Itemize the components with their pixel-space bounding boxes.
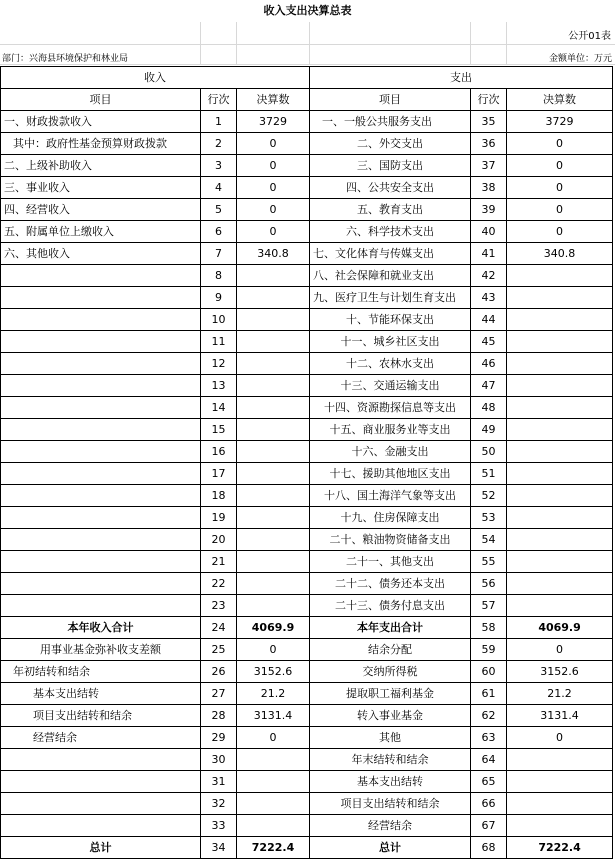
expense-item-cell: 结余分配 bbox=[310, 639, 471, 661]
expense-row-number: 45 bbox=[471, 331, 507, 353]
grid-line bbox=[470, 22, 471, 44]
income-item-cell bbox=[1, 441, 201, 463]
grid-line bbox=[200, 44, 201, 64]
expense-amount-cell bbox=[507, 441, 613, 463]
income-item-cell bbox=[1, 419, 201, 441]
expense-row-number: 53 bbox=[471, 507, 507, 529]
table-row bbox=[1, 265, 613, 287]
expense-row-number: 52 bbox=[471, 485, 507, 507]
income-row-number: 10 bbox=[201, 309, 237, 331]
income-item-cell bbox=[1, 507, 201, 529]
income-item-cell bbox=[1, 485, 201, 507]
grid-line bbox=[506, 44, 507, 64]
expense-item-cell: 十、节能环保支出 bbox=[310, 309, 471, 331]
table-row bbox=[1, 177, 613, 199]
income-row-number: 25 bbox=[201, 639, 237, 661]
expense-row-number: 38 bbox=[471, 177, 507, 199]
table-row bbox=[1, 111, 613, 133]
expense-amount-cell: 3152.6 bbox=[507, 661, 613, 683]
expense-amount-header: 决算数 bbox=[507, 89, 613, 111]
table-row bbox=[1, 441, 613, 463]
table-row bbox=[1, 463, 613, 485]
table-row bbox=[1, 661, 613, 683]
table-row bbox=[1, 551, 613, 573]
expense-row-number: 60 bbox=[471, 661, 507, 683]
income-item-cell bbox=[1, 353, 201, 375]
income-amount-cell: 0 bbox=[237, 639, 310, 661]
income-row-number: 17 bbox=[201, 463, 237, 485]
income-row-number: 4 bbox=[201, 177, 237, 199]
expense-row-number: 36 bbox=[471, 133, 507, 155]
table-row bbox=[1, 815, 613, 837]
expense-row-number: 54 bbox=[471, 529, 507, 551]
income-row-number: 31 bbox=[201, 771, 237, 793]
income-amount-cell bbox=[237, 793, 310, 815]
table-row bbox=[1, 749, 613, 771]
table-row bbox=[1, 309, 613, 331]
expense-row-number: 46 bbox=[471, 353, 507, 375]
expense-item-cell: 二十一、其他支出 bbox=[310, 551, 471, 573]
expense-item-cell: 十八、国土海洋气象等支出 bbox=[310, 485, 471, 507]
expense-amount-cell: 3131.4 bbox=[507, 705, 613, 727]
income-amount-cell bbox=[237, 287, 310, 309]
income-item-cell: 年初结转和结余 bbox=[1, 661, 201, 683]
expense-amount-cell bbox=[507, 771, 613, 793]
expense-row-number: 49 bbox=[471, 419, 507, 441]
expense-amount-cell bbox=[507, 309, 613, 331]
grid-line bbox=[236, 22, 237, 44]
expense-row-number: 61 bbox=[471, 683, 507, 705]
income-item-cell bbox=[1, 595, 201, 617]
income-amount-cell: 340.8 bbox=[237, 243, 310, 265]
table-row bbox=[1, 639, 613, 661]
expense-amount-cell bbox=[507, 595, 613, 617]
income-expense-table bbox=[0, 66, 613, 859]
expense-item-cell: 提取职工福利基金 bbox=[310, 683, 471, 705]
income-amount-cell bbox=[237, 595, 310, 617]
income-item-cell: 二、上级补助收入 bbox=[1, 155, 201, 177]
income-item-cell bbox=[1, 749, 201, 771]
grid-line bbox=[236, 44, 237, 64]
expense-amount-cell bbox=[507, 749, 613, 771]
grid-line bbox=[470, 44, 471, 64]
income-amount-cell: 21.2 bbox=[237, 683, 310, 705]
income-item-cell: 基本支出结转 bbox=[1, 683, 201, 705]
expense-row-number: 59 bbox=[471, 639, 507, 661]
expense-row-number: 40 bbox=[471, 221, 507, 243]
income-row-number: 3 bbox=[201, 155, 237, 177]
expense-item-cell: 二、外交支出 bbox=[310, 133, 471, 155]
expense-item-cell: 四、公共安全支出 bbox=[310, 177, 471, 199]
income-amount-cell bbox=[237, 463, 310, 485]
income-amount-cell: 0 bbox=[237, 133, 310, 155]
expense-amount-cell bbox=[507, 265, 613, 287]
expense-row-number: 68 bbox=[471, 837, 507, 859]
expense-item-cell: 一、一般公共服务支出 bbox=[310, 111, 471, 133]
expense-amount-cell bbox=[507, 463, 613, 485]
income-item-header: 项目 bbox=[1, 89, 201, 111]
expense-row-number: 37 bbox=[471, 155, 507, 177]
income-item-cell bbox=[1, 331, 201, 353]
table-row bbox=[1, 793, 613, 815]
expense-amount-cell bbox=[507, 573, 613, 595]
income-item-cell: 三、事业收入 bbox=[1, 177, 201, 199]
expense-amount-cell bbox=[507, 793, 613, 815]
expense-amount-cell: 0 bbox=[507, 155, 613, 177]
table-row bbox=[1, 595, 613, 617]
expense-row-number: 43 bbox=[471, 287, 507, 309]
report-title: 收入支出决算总表 bbox=[263, 4, 352, 17]
income-row-number: 22 bbox=[201, 573, 237, 595]
income-section-header: 收入 bbox=[1, 67, 310, 89]
income-amount-cell: 0 bbox=[237, 199, 310, 221]
expense-amount-cell: 4069.9 bbox=[507, 617, 613, 639]
income-row-number: 32 bbox=[201, 793, 237, 815]
income-row-number: 16 bbox=[201, 441, 237, 463]
expense-row-number: 56 bbox=[471, 573, 507, 595]
expense-item-cell: 八、社会保障和就业支出 bbox=[310, 265, 471, 287]
expense-item-cell: 基本支出结转 bbox=[310, 771, 471, 793]
expense-item-cell: 三、国防支出 bbox=[310, 155, 471, 177]
expense-row-number: 50 bbox=[471, 441, 507, 463]
income-item-cell bbox=[1, 463, 201, 485]
table-row bbox=[1, 243, 613, 265]
table-row bbox=[1, 485, 613, 507]
income-row-header: 行次 bbox=[201, 89, 237, 111]
income-item-cell: 项目支出结转和结余 bbox=[1, 705, 201, 727]
expense-item-cell: 十七、援助其他地区支出 bbox=[310, 463, 471, 485]
expense-amount-cell: 21.2 bbox=[507, 683, 613, 705]
expense-row-number: 47 bbox=[471, 375, 507, 397]
table-row bbox=[1, 683, 613, 705]
table-row bbox=[1, 397, 613, 419]
expense-item-cell: 二十、粮油物资储备支出 bbox=[310, 529, 471, 551]
income-row-number: 29 bbox=[201, 727, 237, 749]
income-row-number: 11 bbox=[201, 331, 237, 353]
income-amount-cell bbox=[237, 353, 310, 375]
income-item-cell bbox=[1, 573, 201, 595]
income-row-number: 20 bbox=[201, 529, 237, 551]
expense-amount-cell bbox=[507, 815, 613, 837]
income-row-number: 18 bbox=[201, 485, 237, 507]
table-row bbox=[1, 771, 613, 793]
income-row-number: 23 bbox=[201, 595, 237, 617]
expense-row-number: 39 bbox=[471, 199, 507, 221]
income-item-cell: 四、经营收入 bbox=[1, 199, 201, 221]
expense-item-header: 项目 bbox=[310, 89, 471, 111]
table-row bbox=[1, 617, 613, 639]
income-row-number: 1 bbox=[201, 111, 237, 133]
income-amount-cell bbox=[237, 771, 310, 793]
expense-item-cell: 转入事业基金 bbox=[310, 705, 471, 727]
expense-item-cell: 十九、住房保障支出 bbox=[310, 507, 471, 529]
grid-line bbox=[506, 22, 507, 44]
income-row-number: 13 bbox=[201, 375, 237, 397]
expense-item-cell: 年末结转和结余 bbox=[310, 749, 471, 771]
income-item-cell: 五、附属单位上缴收入 bbox=[1, 221, 201, 243]
table-row bbox=[1, 221, 613, 243]
income-row-number: 24 bbox=[201, 617, 237, 639]
expense-item-cell: 十五、商业服务业等支出 bbox=[310, 419, 471, 441]
expense-row-number: 42 bbox=[471, 265, 507, 287]
income-row-number: 15 bbox=[201, 419, 237, 441]
income-row-number: 33 bbox=[201, 815, 237, 837]
expense-row-number: 57 bbox=[471, 595, 507, 617]
expense-row-number: 41 bbox=[471, 243, 507, 265]
expense-row-number: 55 bbox=[471, 551, 507, 573]
expense-row-number: 66 bbox=[471, 793, 507, 815]
income-amount-cell bbox=[237, 815, 310, 837]
income-item-cell: 总计 bbox=[1, 837, 201, 859]
grid-line bbox=[309, 44, 310, 64]
column-header-row bbox=[1, 89, 613, 111]
income-row-number: 2 bbox=[201, 133, 237, 155]
expense-row-number: 64 bbox=[471, 749, 507, 771]
expense-amount-cell bbox=[507, 375, 613, 397]
expense-item-cell: 总计 bbox=[310, 837, 471, 859]
expense-item-cell: 经营结余 bbox=[310, 815, 471, 837]
expense-item-cell: 十三、交通运输支出 bbox=[310, 375, 471, 397]
income-amount-cell bbox=[237, 265, 310, 287]
expense-amount-cell bbox=[507, 287, 613, 309]
expense-amount-cell: 340.8 bbox=[507, 243, 613, 265]
income-row-number: 8 bbox=[201, 265, 237, 287]
income-amount-cell bbox=[237, 331, 310, 353]
table-row bbox=[1, 837, 613, 859]
table-row bbox=[1, 507, 613, 529]
expense-amount-cell bbox=[507, 419, 613, 441]
department-label: 部门：兴海县环境保护和林业局 bbox=[2, 54, 129, 64]
income-amount-cell bbox=[237, 529, 310, 551]
table-row bbox=[1, 419, 613, 441]
income-amount-header: 决算数 bbox=[237, 89, 310, 111]
income-item-cell: 其中：政府性基金预算财政拨款 bbox=[1, 133, 201, 155]
income-row-number: 34 bbox=[201, 837, 237, 859]
income-row-number: 21 bbox=[201, 551, 237, 573]
expense-item-cell: 十二、农林水支出 bbox=[310, 353, 471, 375]
expense-item-cell: 六、科学技术支出 bbox=[310, 221, 471, 243]
income-amount-cell: 3152.6 bbox=[237, 661, 310, 683]
expense-item-cell: 七、文化体育与传媒支出 bbox=[310, 243, 471, 265]
expense-amount-cell: 0 bbox=[507, 177, 613, 199]
expense-row-header: 行次 bbox=[471, 89, 507, 111]
table-row bbox=[1, 727, 613, 749]
expense-amount-cell: 0 bbox=[507, 199, 613, 221]
expense-row-number: 35 bbox=[471, 111, 507, 133]
form-code: 公开01表 bbox=[568, 31, 611, 42]
income-amount-cell: 3729 bbox=[237, 111, 310, 133]
income-amount-cell: 0 bbox=[237, 221, 310, 243]
income-item-cell bbox=[1, 529, 201, 551]
expense-amount-cell bbox=[507, 397, 613, 419]
expense-amount-cell: 7222.4 bbox=[507, 837, 613, 859]
expense-row-number: 65 bbox=[471, 771, 507, 793]
expense-row-number: 51 bbox=[471, 463, 507, 485]
income-row-number: 28 bbox=[201, 705, 237, 727]
income-item-cell: 经营结余 bbox=[1, 727, 201, 749]
expense-item-cell: 二十二、债务还本支出 bbox=[310, 573, 471, 595]
expense-amount-cell: 3729 bbox=[507, 111, 613, 133]
expense-item-cell: 其他 bbox=[310, 727, 471, 749]
table-row bbox=[1, 573, 613, 595]
table-row bbox=[1, 375, 613, 397]
income-item-cell bbox=[1, 771, 201, 793]
expense-item-cell: 项目支出结转和结余 bbox=[310, 793, 471, 815]
table-row bbox=[1, 705, 613, 727]
expense-amount-cell: 0 bbox=[507, 639, 613, 661]
income-item-cell bbox=[1, 375, 201, 397]
income-item-cell bbox=[1, 309, 201, 331]
table-row bbox=[1, 331, 613, 353]
income-amount-cell bbox=[237, 551, 310, 573]
expense-amount-cell bbox=[507, 551, 613, 573]
income-amount-cell bbox=[237, 419, 310, 441]
income-amount-cell bbox=[237, 397, 310, 419]
table-row bbox=[1, 353, 613, 375]
income-amount-cell: 3131.4 bbox=[237, 705, 310, 727]
expense-item-cell: 十六、金融支出 bbox=[310, 441, 471, 463]
expense-row-number: 67 bbox=[471, 815, 507, 837]
table-row bbox=[1, 133, 613, 155]
expense-amount-cell: 0 bbox=[507, 221, 613, 243]
income-row-number: 26 bbox=[201, 661, 237, 683]
expense-item-cell: 五、教育支出 bbox=[310, 199, 471, 221]
income-item-cell: 一、财政拨款收入 bbox=[1, 111, 201, 133]
income-amount-cell bbox=[237, 749, 310, 771]
expense-row-number: 58 bbox=[471, 617, 507, 639]
income-amount-cell bbox=[237, 309, 310, 331]
income-row-number: 7 bbox=[201, 243, 237, 265]
income-row-number: 6 bbox=[201, 221, 237, 243]
expense-item-cell: 交纳所得税 bbox=[310, 661, 471, 683]
expense-row-number: 44 bbox=[471, 309, 507, 331]
expense-item-cell: 九、医疗卫生与计划生育支出 bbox=[310, 287, 471, 309]
income-item-cell bbox=[1, 265, 201, 287]
expense-amount-cell bbox=[507, 353, 613, 375]
income-item-cell bbox=[1, 397, 201, 419]
income-row-number: 12 bbox=[201, 353, 237, 375]
expense-section-header: 支出 bbox=[310, 67, 613, 89]
expense-item-cell: 十四、资源勘探信息等支出 bbox=[310, 397, 471, 419]
table-row bbox=[1, 199, 613, 221]
income-amount-cell bbox=[237, 507, 310, 529]
form-code-row bbox=[0, 22, 615, 45]
income-amount-cell: 0 bbox=[237, 727, 310, 749]
income-row-number: 19 bbox=[201, 507, 237, 529]
income-item-cell: 本年收入合计 bbox=[1, 617, 201, 639]
expense-item-cell: 本年支出合计 bbox=[310, 617, 471, 639]
income-item-cell bbox=[1, 815, 201, 837]
section-header-row bbox=[1, 67, 613, 89]
income-amount-cell: 0 bbox=[237, 177, 310, 199]
table-row bbox=[1, 287, 613, 309]
table-row bbox=[1, 155, 613, 177]
income-row-number: 30 bbox=[201, 749, 237, 771]
income-item-cell bbox=[1, 551, 201, 573]
expense-item-cell: 二十三、债务付息支出 bbox=[310, 595, 471, 617]
expense-amount-cell: 0 bbox=[507, 133, 613, 155]
income-item-cell: 用事业基金弥补收支差额 bbox=[1, 639, 201, 661]
expense-row-number: 48 bbox=[471, 397, 507, 419]
income-amount-cell: 4069.9 bbox=[237, 617, 310, 639]
expense-amount-cell: 0 bbox=[507, 727, 613, 749]
income-amount-cell bbox=[237, 441, 310, 463]
income-amount-cell bbox=[237, 375, 310, 397]
expense-amount-cell bbox=[507, 331, 613, 353]
expense-amount-cell bbox=[507, 485, 613, 507]
expense-row-number: 63 bbox=[471, 727, 507, 749]
grid-line bbox=[309, 22, 310, 44]
expense-row-number: 62 bbox=[471, 705, 507, 727]
income-row-number: 14 bbox=[201, 397, 237, 419]
income-amount-cell: 0 bbox=[237, 155, 310, 177]
income-item-cell bbox=[1, 287, 201, 309]
income-amount-cell: 7222.4 bbox=[237, 837, 310, 859]
income-item-cell: 六、其他收入 bbox=[1, 243, 201, 265]
income-row-number: 5 bbox=[201, 199, 237, 221]
expense-amount-cell bbox=[507, 529, 613, 551]
expense-amount-cell bbox=[507, 507, 613, 529]
income-row-number: 27 bbox=[201, 683, 237, 705]
department-row bbox=[0, 44, 615, 65]
amount-unit: 金额单位：万元 bbox=[548, 54, 612, 64]
income-item-cell bbox=[1, 793, 201, 815]
grid-line bbox=[200, 22, 201, 44]
table-row bbox=[1, 529, 613, 551]
income-amount-cell bbox=[237, 485, 310, 507]
expense-item-cell: 十一、城乡社区支出 bbox=[310, 331, 471, 353]
income-row-number: 9 bbox=[201, 287, 237, 309]
income-amount-cell bbox=[237, 573, 310, 595]
